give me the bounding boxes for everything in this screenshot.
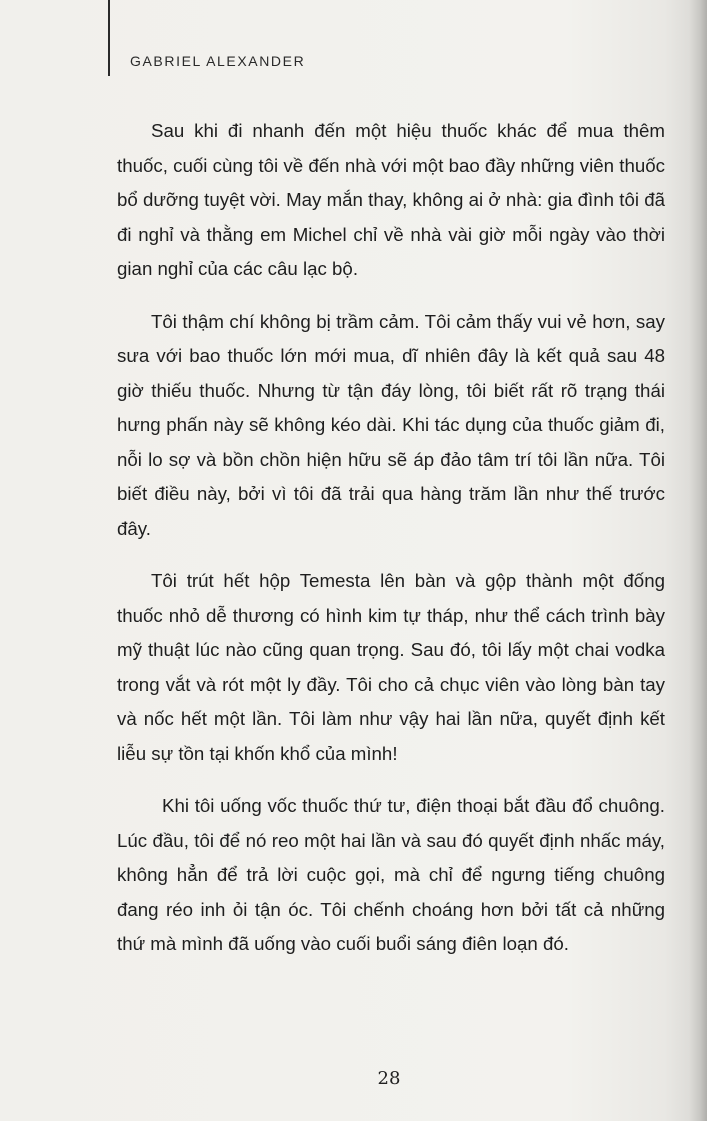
paragraph-4: Khi tôi uống vốc thuốc thứ tư, điện thoại bắt đầu đổ chuông. Lúc đầu, tôi để nó reo một hai lần và sau đó quyết định nhấc máy, không hẳn để trả lời cuộc gọi, mà chỉ để ngưng tiếng chuông đang réo inh ỏi tận óc. Tôi chếnh choáng hơn bởi tất cả những thứ mà mình đã uống vào cuối buổi sáng điên loạn đó.: [117, 795, 665, 954]
header-rule: [108, 0, 110, 76]
running-head-author: GABRIEL ALEXANDER: [130, 53, 306, 69]
page-edge-shadow: [689, 0, 707, 1121]
paragraph-1: Sau khi đi nhanh đến một hiệu thuốc khác để mua thêm thuốc, cuối cùng tôi về đến nhà với một bao đầy những viên thuốc bổ dưỡng tuyệt vời. May mắn thay, không ai ở nhà: gia đình tôi đã đi nghỉ và thằng em Michel chỉ về nhà vài giờ mỗi ngày vào thời gian nghỉ của các câu lạc bộ.: [117, 120, 665, 279]
page-number: 28: [377, 1068, 401, 1089]
body-text: [117, 114, 665, 962]
paragraph-2: Tôi thậm chí không bị trầm cảm. Tôi cảm thấy vui vẻ hơn, say sưa với bao thuốc lớn mới mua, dĩ nhiên đây là kết quả sau 48 giờ thiếu thuốc. Nhưng từ tận đáy lòng, tôi biết rất rõ trạng thái hưng phấn này sẽ không kéo dài. Khi tác dụng của thuốc giảm đi, nỗi lo sợ và bồn chồn hiện hữu sẽ áp đảo tâm trí tôi lần nữa. Tôi biết điều này, bởi vì tôi đã trải qua hàng trăm lần như thế trước đây.: [117, 310, 665, 539]
paragraph-3: Tôi trút hết hộp Temesta lên bàn và gộp thành một đống thuốc nhỏ dễ thương có hình kim tự tháp, như thể cách trình bày mỹ thuật lúc nào cũng quan trọng. Sau đó, tôi lấy một chai vodka trong vắt và rót một ly đầy. Tôi cho cả chục viên vào lòng bàn tay và nốc hết một lần. Tôi làm như vậy hai lần nữa, quyết định kết liễu sự tồn tại khốn khổ của mình!: [117, 570, 665, 764]
